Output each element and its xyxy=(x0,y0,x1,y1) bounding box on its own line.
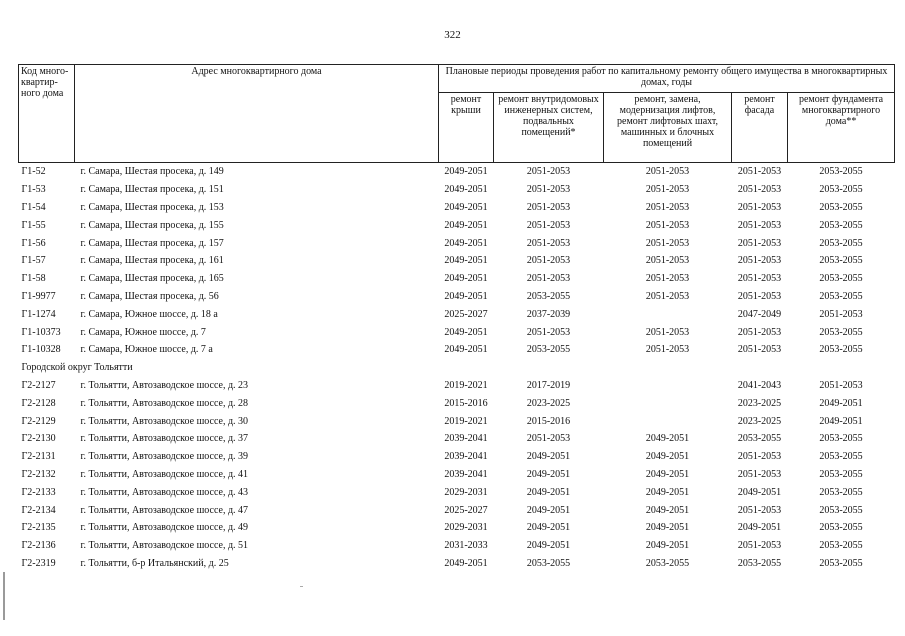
cell-facade: 2051-2053 xyxy=(737,166,782,178)
cell-address: г. Самара, Южное шоссе, д. 7 xyxy=(80,326,206,338)
cell-lifts: 2049-2051 xyxy=(645,486,690,498)
table-row xyxy=(19,394,895,412)
cell-address: г. Самара, Шестая просека, д. 155 xyxy=(80,219,224,231)
cell-facade: 2051-2053 xyxy=(737,504,782,516)
cell-code: Г1-54 xyxy=(21,201,46,213)
cell-roof: 2049-2051 xyxy=(444,273,488,285)
cell-foundation: 2053-2055 xyxy=(819,557,863,569)
table-row xyxy=(19,234,895,252)
table-row xyxy=(19,483,895,501)
cell-roof: 2049-2051 xyxy=(444,219,488,231)
cell-eng: 2051-2053 xyxy=(526,201,571,213)
cell-lifts xyxy=(604,377,732,395)
cell-lifts: 2051-2053 xyxy=(645,219,690,231)
cell-eng: 2053-2055 xyxy=(526,290,571,302)
cell-foundation: 2053-2055 xyxy=(819,504,863,516)
cell-eng: 2051-2053 xyxy=(526,326,571,338)
cell-facade: 2023-2025 xyxy=(737,397,782,409)
cell-foundation: 2053-2055 xyxy=(819,433,863,445)
cell-code: Г1-56 xyxy=(21,237,46,249)
cell-roof: 2049-2051 xyxy=(444,326,488,338)
cell-foundation: 2053-2055 xyxy=(819,326,863,338)
cell-address: г. Самара, Шестая просека, д. 56 xyxy=(80,290,219,302)
header-foundation: ремонт фундамента многоквартирного дома** xyxy=(788,93,895,163)
cell-eng: 2051-2053 xyxy=(526,255,571,267)
cell-foundation: 2053-2055 xyxy=(819,468,863,480)
cell-foundation: 2053-2055 xyxy=(819,344,863,356)
cell-lifts: 2049-2051 xyxy=(645,504,690,516)
cell-address: г. Самара, Шестая просека, д. 153 xyxy=(80,201,224,213)
table-row xyxy=(19,448,895,466)
cell-address: г. Тольятти, Автозаводское шоссе, д. 43 xyxy=(80,486,249,498)
cell-address: г. Самара, Шестая просека, д. 165 xyxy=(80,273,224,285)
cell-foundation: 2053-2055 xyxy=(819,255,863,267)
cell-lifts: 2051-2053 xyxy=(645,273,690,285)
cell-roof: 2049-2051 xyxy=(444,237,488,249)
cell-code: Г2-2129 xyxy=(21,415,56,427)
cell-eng: 2051-2053 xyxy=(526,433,571,445)
cell-foundation: 2053-2055 xyxy=(819,486,863,498)
cell-roof: 2015-2016 xyxy=(444,397,488,409)
cell-facade: 2023-2025 xyxy=(737,415,782,427)
table-row xyxy=(19,377,895,395)
cell-foundation: 2053-2055 xyxy=(819,166,863,178)
cell-foundation: 2053-2055 xyxy=(819,184,863,196)
cell-code: Г2-2127 xyxy=(21,379,56,391)
header-code: Код много-квартир-ного дома xyxy=(19,65,75,163)
cell-lifts: 2051-2053 xyxy=(645,255,690,267)
cell-eng: 2023-2025 xyxy=(526,397,571,409)
section-title: Городской округ Тольятти xyxy=(21,362,133,374)
cell-eng: 2051-2053 xyxy=(526,184,571,196)
cell-lifts: 2051-2053 xyxy=(645,237,690,249)
cell-address: г. Самара, Шестая просека, д. 157 xyxy=(80,237,224,249)
cell-foundation: 2051-2053 xyxy=(819,308,863,320)
header-periods-group: Плановые периоды проведения работ по капитальному ремонту общего имущества в многоквартирных домах, годы xyxy=(439,65,895,93)
cell-roof: 2019-2021 xyxy=(444,415,488,427)
cell-eng: 2049-2051 xyxy=(526,468,571,480)
cell-facade: 2051-2053 xyxy=(737,290,782,302)
cell-lifts: 2049-2051 xyxy=(645,433,690,445)
table-row xyxy=(19,181,895,199)
cell-facade: 2049-2051 xyxy=(737,522,782,534)
cell-foundation: 2053-2055 xyxy=(819,290,863,302)
cell-roof: 2049-2051 xyxy=(444,184,488,196)
cell-code: Г2-2136 xyxy=(21,540,56,552)
cell-roof: 2031-2033 xyxy=(444,540,488,552)
cell-lifts: 2051-2053 xyxy=(645,166,690,178)
cell-eng: 2051-2053 xyxy=(526,219,571,231)
cell-eng: 2015-2016 xyxy=(526,415,571,427)
cell-address: г. Тольятти, Автозаводское шоссе, д. 37 xyxy=(80,433,249,445)
cell-roof: 2049-2051 xyxy=(444,557,488,569)
cell-roof: 2049-2051 xyxy=(444,344,488,356)
cell-address: г. Самара, Шестая просека, д. 161 xyxy=(80,255,224,267)
cell-code: Г1-57 xyxy=(21,255,46,267)
cell-facade: 2051-2053 xyxy=(737,184,782,196)
cell-roof: 2025-2027 xyxy=(444,504,488,516)
cell-roof: 2029-2031 xyxy=(444,522,488,534)
cell-lifts: 2049-2051 xyxy=(645,468,690,480)
cell-roof: 2025-2027 xyxy=(444,308,488,320)
cell-lifts: 2051-2053 xyxy=(645,184,690,196)
cell-foundation: 2053-2055 xyxy=(819,522,863,534)
cell-eng: 2053-2055 xyxy=(526,557,571,569)
cell-lifts: 2049-2051 xyxy=(645,451,690,463)
cell-facade: 2051-2053 xyxy=(737,540,782,552)
cell-code: Г1-10373 xyxy=(21,326,61,338)
repair-schedule-table xyxy=(18,64,895,572)
cell-facade: 2049-2051 xyxy=(737,486,782,498)
table-row xyxy=(19,270,895,288)
cell-facade: 2051-2053 xyxy=(737,219,782,231)
table-row xyxy=(19,519,895,537)
cell-eng: 2037-2039 xyxy=(526,308,571,320)
cell-eng: 2049-2051 xyxy=(526,522,571,534)
table-row xyxy=(19,305,895,323)
cell-foundation: 2053-2055 xyxy=(819,451,863,463)
cell-roof: 2029-2031 xyxy=(444,486,488,498)
cell-address: г. Самара, Южное шоссе, д. 18 а xyxy=(80,308,218,320)
cell-code: Г1-53 xyxy=(21,184,46,196)
cell-lifts: 2051-2053 xyxy=(645,290,690,302)
cell-foundation: 2053-2055 xyxy=(819,201,863,213)
cell-facade: 2051-2053 xyxy=(737,201,782,213)
cell-foundation: 2053-2055 xyxy=(819,540,863,552)
cell-foundation: 2053-2055 xyxy=(819,237,863,249)
table-row xyxy=(19,323,895,341)
cell-facade: 2053-2055 xyxy=(737,433,782,445)
cell-address: г. Тольятти, Автозаводское шоссе, д. 39 xyxy=(80,451,249,463)
cell-facade: 2051-2053 xyxy=(737,255,782,267)
cell-address: г. Самара, Шестая просека, д. 151 xyxy=(80,184,224,196)
cell-code: Г2-2135 xyxy=(21,522,56,534)
cell-lifts: 2053-2055 xyxy=(645,557,690,569)
cell-lifts xyxy=(604,305,732,323)
cell-facade: 2041-2043 xyxy=(737,379,782,391)
cell-code: Г2-2134 xyxy=(21,504,56,516)
cell-roof: 2019-2021 xyxy=(444,379,488,391)
cell-code: Г2-2133 xyxy=(21,486,56,498)
cell-lifts: 2049-2051 xyxy=(645,522,690,534)
table-row xyxy=(19,252,895,270)
cell-facade: 2051-2053 xyxy=(737,273,782,285)
cell-code: Г1-55 xyxy=(21,219,46,231)
cell-lifts: 2051-2053 xyxy=(645,326,690,338)
header-facade: ремонт фасада xyxy=(732,93,788,163)
cell-facade: 2051-2053 xyxy=(737,451,782,463)
cell-code: Г2-2128 xyxy=(21,397,56,409)
page-number: 322 xyxy=(444,29,461,41)
cell-code: Г1-58 xyxy=(21,273,46,285)
table-row xyxy=(19,466,895,484)
cell-eng: 2049-2051 xyxy=(526,451,571,463)
cell-lifts: 2049-2051 xyxy=(645,540,690,552)
cell-roof: 2049-2051 xyxy=(444,166,488,178)
table-row xyxy=(19,199,895,217)
cell-roof: 2049-2051 xyxy=(444,255,488,267)
cell-address: г. Тольятти, Автозаводское шоссе, д. 51 xyxy=(80,540,249,552)
header-engineering: ремонт внутридомовых инженерных систем, подвальных помещений* xyxy=(494,93,604,163)
cell-address: г. Тольятти, Автозаводское шоссе, д. 23 xyxy=(80,379,249,391)
header-lifts: ремонт, замена, модернизация лифтов, ремонт лифтовых шахт, машинных и блочных помещений xyxy=(604,93,732,163)
cell-code: Г1-1274 xyxy=(21,308,56,320)
cell-code: Г1-10328 xyxy=(21,344,61,356)
cell-roof: 2049-2051 xyxy=(444,201,488,213)
cell-code: Г1-52 xyxy=(21,166,46,178)
section-row xyxy=(19,359,895,377)
cell-eng: 2053-2055 xyxy=(526,344,571,356)
cell-eng: 2017-2019 xyxy=(526,379,571,391)
cell-foundation: 2053-2055 xyxy=(819,219,863,231)
cell-address: г. Тольятти, б-р Итальянский, д. 25 xyxy=(80,557,229,569)
cell-address: г. Тольятти, Автозаводское шоссе, д. 28 xyxy=(80,397,249,409)
table-row xyxy=(19,501,895,519)
cell-foundation: 2049-2051 xyxy=(819,397,863,409)
table-row xyxy=(19,537,895,555)
cell-foundation: 2049-2051 xyxy=(819,415,863,427)
cell-address: г. Тольятти, Автозаводское шоссе, д. 49 xyxy=(80,522,249,534)
table-row xyxy=(19,163,895,181)
cell-foundation: 2051-2053 xyxy=(819,379,863,391)
table-row xyxy=(19,412,895,430)
cell-lifts xyxy=(604,394,732,412)
header-roof: ремонт крыши xyxy=(439,93,494,163)
cell-lifts: 2051-2053 xyxy=(645,201,690,213)
cell-address: г. Тольятти, Автозаводское шоссе, д. 30 xyxy=(80,415,249,427)
cell-facade: 2051-2053 xyxy=(737,344,782,356)
table-row xyxy=(19,288,895,306)
cell-facade: 2053-2055 xyxy=(737,557,782,569)
cell-roof: 2039-2041 xyxy=(444,451,488,463)
cell-eng: 2049-2051 xyxy=(526,486,571,498)
cell-address: г. Самара, Южное шоссе, д. 7 а xyxy=(80,344,213,356)
cell-facade: 2051-2053 xyxy=(737,468,782,480)
scan-speck xyxy=(300,586,303,587)
cell-code: Г1-9977 xyxy=(21,290,56,302)
cell-address: г. Самара, Шестая просека, д. 149 xyxy=(80,166,224,178)
cell-eng: 2049-2051 xyxy=(526,504,571,516)
cell-roof: 2039-2041 xyxy=(444,468,488,480)
cell-facade: 2051-2053 xyxy=(737,326,782,338)
cell-lifts: 2051-2053 xyxy=(645,344,690,356)
cell-roof: 2039-2041 xyxy=(444,433,488,445)
cell-code: Г2-2130 xyxy=(21,433,56,445)
cell-lifts xyxy=(604,412,732,430)
cell-code: Г2-2131 xyxy=(21,451,56,463)
table-body xyxy=(19,163,895,573)
table-row xyxy=(19,430,895,448)
table-row xyxy=(19,555,895,573)
cell-roof: 2049-2051 xyxy=(444,290,488,302)
cell-eng: 2051-2053 xyxy=(526,273,571,285)
cell-eng: 2051-2053 xyxy=(526,237,571,249)
cell-facade: 2051-2053 xyxy=(737,237,782,249)
table-row xyxy=(19,216,895,234)
table-row xyxy=(19,341,895,359)
cell-facade: 2047-2049 xyxy=(737,308,782,320)
cell-eng: 2051-2053 xyxy=(526,166,571,178)
cell-address: г. Тольятти, Автозаводское шоссе, д. 41 xyxy=(80,468,249,480)
cell-eng: 2049-2051 xyxy=(526,540,571,552)
scan-artifact xyxy=(3,572,5,620)
cell-address: г. Тольятти, Автозаводское шоссе, д. 47 xyxy=(80,504,249,516)
cell-foundation: 2053-2055 xyxy=(819,273,863,285)
cell-code: Г2-2319 xyxy=(21,557,56,569)
cell-code: Г2-2132 xyxy=(21,468,56,480)
header-address: Адрес многоквартирного дома xyxy=(75,65,439,163)
